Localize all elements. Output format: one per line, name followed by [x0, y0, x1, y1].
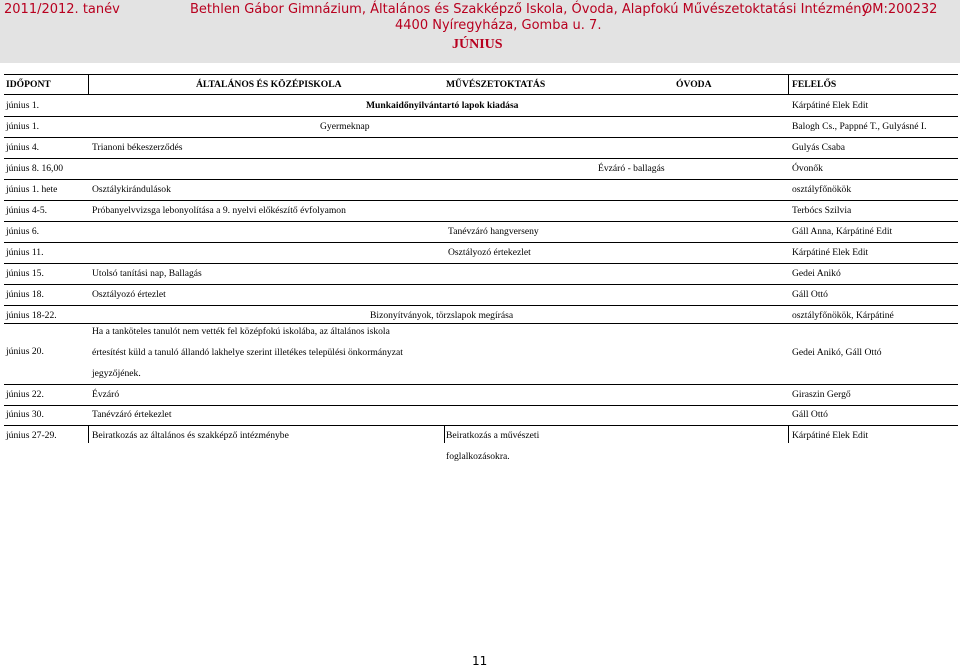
table-rule [4, 305, 958, 306]
row-event: Osztálykirándulások [92, 184, 171, 195]
row-responsible: osztályfőnökök, Kárpátiné [792, 310, 894, 321]
row-responsible: Giraszin Gergő [792, 389, 851, 400]
row-event: Osztályozó értezlet [92, 289, 166, 300]
row-event: Tanévzáró értekezlet [92, 409, 172, 420]
row-event: Évzáró - ballagás [598, 163, 665, 174]
row-event-line: jegyzőjének. [92, 368, 141, 379]
row-date: június 20. [6, 346, 44, 357]
row-date: június 1. [6, 100, 40, 111]
table-rule-top [4, 74, 958, 75]
row-event: Próbanyelvvizsga lebonyolítása a 9. nyelvi előkészítő évfolyamon [92, 205, 346, 216]
row-event: Gyermeknap [320, 121, 370, 132]
row-event: Osztályozó értekezlet [448, 247, 531, 258]
row-responsible: Óvonők [792, 163, 823, 174]
row-date: június 15. [6, 268, 44, 279]
table-rule [4, 405, 958, 406]
table-rule [4, 221, 958, 222]
school-name: Bethlen Gábor Gimnázium, Általános és Szakképző Iskola, Óvoda, Alapfokú Művészetoktatási Intézmény [190, 2, 870, 17]
row-responsible: Kárpátiné Elek Edit [792, 247, 869, 258]
row-date: június 6. [6, 226, 40, 237]
row-responsible: Terbócs Szilvia [792, 205, 852, 216]
table-rule-header [4, 94, 958, 95]
row-responsible: Gáll Ottó [792, 289, 828, 300]
header-divider [88, 74, 89, 94]
table-rule [4, 200, 958, 201]
row-event: Évzáró [92, 389, 120, 400]
school-year: 2011/2012. tanév [4, 2, 120, 17]
column-header-school: ÁLTALÁNOS ÉS KÖZÉPISKOLA [196, 79, 342, 90]
row-responsible: Gedei Anikó, Gáll Ottó [792, 347, 882, 358]
table-rule [4, 384, 958, 385]
month-title: JÚNIUS [452, 37, 503, 52]
om-identifier: OM:200232 [862, 2, 938, 17]
row-date: június 27-29. [6, 430, 57, 441]
row-event: Munkaidőnyilvántartó lapok kiadása [366, 100, 519, 111]
row-event-line: értesítést küld a tanuló állandó lakhelye szerint illetékes települési önkormányzat [92, 347, 403, 358]
row-divider [444, 425, 445, 443]
row-date: június 11. [6, 247, 44, 258]
row-date: június 22. [6, 389, 44, 400]
row-event: Trianoni békeszerződés [92, 142, 183, 153]
row-responsible: Kárpátiné Elek Edit [792, 100, 869, 111]
row-responsible: Gedei Anikó [792, 268, 841, 279]
column-header-art: MŰVÉSZETOKTATÁS [446, 79, 546, 90]
table-rule [4, 242, 958, 243]
row-event-art-line: Beiratkozás a művészeti [446, 430, 540, 441]
row-event-art-line: foglalkozásokra. [446, 451, 510, 462]
row-responsible: Balogh Cs., Pappné T., Gulyásné I. [792, 121, 927, 132]
row-responsible: osztályfőnökök [792, 184, 852, 195]
header-divider [788, 74, 789, 94]
row-divider [88, 425, 89, 443]
row-date: június 4-5. [6, 205, 48, 216]
row-date: június 4. [6, 142, 40, 153]
row-event: Tanévzáró hangverseny [448, 226, 539, 237]
row-divider [788, 425, 789, 443]
page-number: 11 [472, 654, 488, 668]
table-rule [4, 284, 958, 285]
table-rule [4, 323, 958, 324]
row-responsible: Gáll Ottó [792, 409, 828, 420]
table-rule [4, 425, 958, 426]
table-rule [4, 263, 958, 264]
table-rule [4, 116, 958, 117]
row-date: június 1. [6, 121, 40, 132]
row-responsible: Gulyás Csaba [792, 142, 846, 153]
column-header-responsible: FELELŐS [792, 79, 837, 90]
row-event: Bizonyítványok, törzslapok megírása [370, 310, 514, 321]
column-header-kindergarten: ÓVODA [676, 79, 712, 90]
row-responsible: Gáll Anna, Kárpátiné Edit [792, 226, 893, 237]
row-date: június 18-22. [6, 310, 57, 321]
table-rule [4, 158, 958, 159]
table-rule [4, 137, 958, 138]
table-rule [4, 179, 958, 180]
row-event: Utolsó tanítási nap, Ballagás [92, 268, 202, 279]
row-event-line: Ha a tanköteles tanulót nem vették fel középfokú iskolába, az általános iskola [92, 326, 390, 337]
row-responsible: Kárpátiné Elek Edit [792, 430, 869, 441]
row-date: június 8. 16,00 [6, 163, 64, 174]
row-date: június 1. hete [6, 184, 58, 195]
row-date: június 18. [6, 289, 44, 300]
row-event: Beiratkozás az általános és szakképző intézménybe [92, 430, 289, 441]
school-address: 4400 Nyíregyháza, Gomba u. 7. [395, 18, 602, 33]
row-date: június 30. [6, 409, 44, 420]
column-header-date: IDŐPONT [6, 79, 51, 90]
